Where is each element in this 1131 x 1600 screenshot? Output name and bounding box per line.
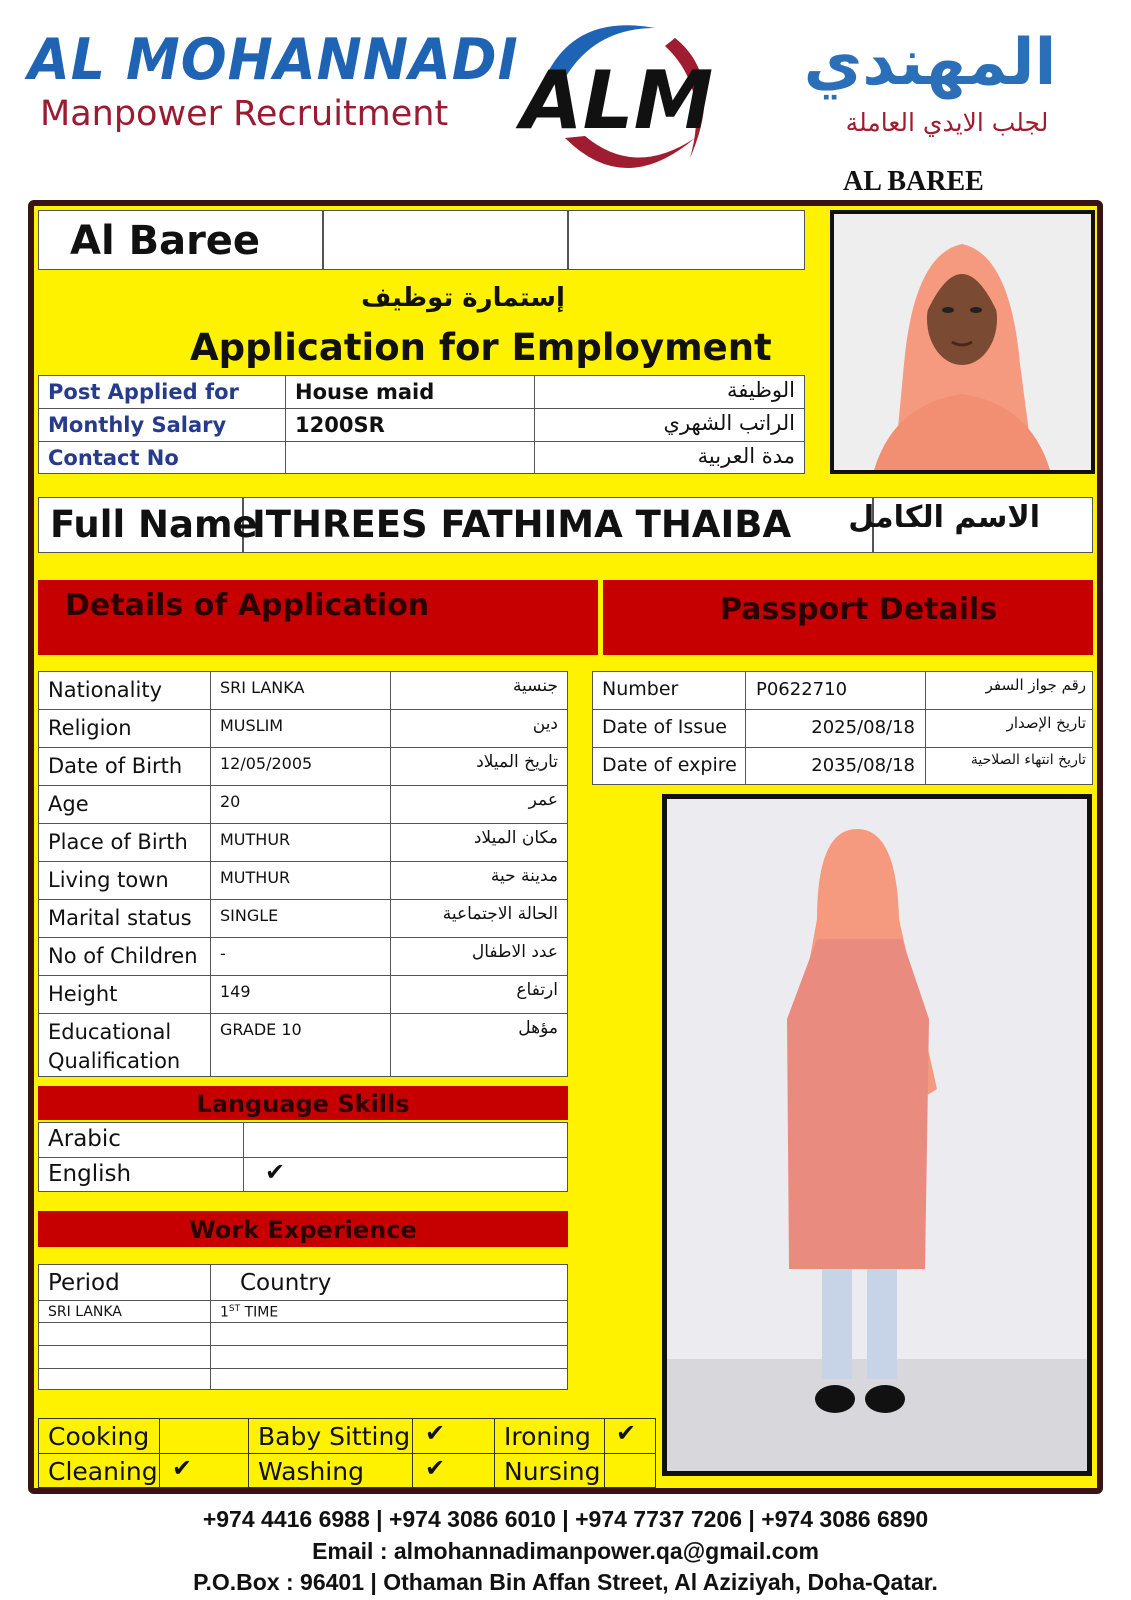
language-arabic-label: Arabic: [48, 1126, 121, 1152]
passport-title: Passport Details: [720, 592, 998, 627]
monthly-salary-value: 1200SR: [295, 413, 385, 437]
brand-mark-text: ALM: [520, 54, 714, 147]
age-label: Age: [48, 792, 89, 816]
skill-cooking-label: Cooking: [48, 1422, 150, 1451]
post-applied-label: Post Applied for: [48, 380, 239, 404]
post-applied-value: House maid: [295, 380, 435, 404]
dob-value: 12/05/2005: [220, 754, 313, 773]
language-title: Language Skills: [196, 1090, 410, 1118]
religion-value: MUSLIM: [220, 716, 284, 735]
age-label-ar: عمر: [528, 790, 558, 810]
skill-washing-label: Washing: [258, 1457, 364, 1486]
expire-date-label: Date of expire: [602, 754, 737, 776]
full-name-label: Full Name: [50, 503, 258, 546]
branch-label: AL BAREE: [843, 166, 984, 197]
skill-nursing-label: Nursing: [504, 1457, 601, 1486]
brand-tagline-en: Manpower Recruitment: [40, 94, 449, 134]
portrait-image-icon: [834, 214, 1091, 470]
alm-logo-icon: [505, 18, 730, 188]
passport-number-label: Number: [602, 678, 679, 700]
monthly-salary-label: Monthly Salary: [48, 413, 227, 437]
full-body-photo: [662, 794, 1092, 1476]
dob-label: Date of Birth: [48, 754, 183, 778]
issue-date-label-ar: تاريخ الإصدار: [1006, 714, 1086, 732]
form-title-ar: إستمارة توظيف: [361, 283, 565, 313]
height-label: Height: [48, 982, 118, 1006]
age-value: 20: [220, 792, 241, 811]
work-period-header: Period: [48, 1270, 120, 1296]
issue-date-value: 2025/08/18: [811, 717, 915, 738]
full-body-image-icon: [667, 799, 1087, 1471]
children-label: No of Children: [48, 944, 198, 968]
education-value: GRADE 10: [220, 1020, 302, 1039]
monthly-salary-label-ar: الراتب الشهري: [663, 411, 795, 435]
work-title: Work Experience: [189, 1216, 417, 1244]
work-country-header: Country: [240, 1270, 332, 1296]
religion-label: Religion: [48, 716, 132, 740]
education-label-ar: مؤهل: [518, 1018, 558, 1038]
place-of-birth-label-ar: مكان الميلاد: [473, 828, 558, 848]
passport-number-value: P0622710: [756, 679, 848, 700]
marital-status-label-ar: الحالة الاجتماعية: [442, 904, 558, 924]
skill-ironing-check: ✔: [616, 1419, 637, 1447]
skill-cleaning-check: ✔: [172, 1454, 193, 1482]
language-english-check: ✔: [265, 1158, 286, 1186]
portrait-photo: [830, 210, 1095, 474]
footer-address: P.O.Box : 96401 | Othaman Bin Affan Street, Al Aziziyah, Doha-Qatar.: [193, 1569, 938, 1595]
marital-status-label: Marital status: [48, 906, 192, 930]
place-of-birth-label: Place of Birth: [48, 830, 188, 854]
living-town-label-ar: مدينة حية: [490, 866, 558, 886]
skill-cleaning-label: Cleaning: [48, 1457, 158, 1486]
footer-email: Email : almohannadimanpower.qa@gmail.com: [312, 1538, 819, 1564]
brand-name-en: AL MOHANNADI: [28, 26, 519, 93]
expire-date-value: 2035/08/18: [811, 755, 915, 776]
form-title: Application for Employment: [190, 326, 772, 369]
living-town-value: MUTHUR: [220, 868, 291, 887]
blank-cell: [568, 210, 805, 270]
full-name-value: ITHREES FATHIMA THAIBA: [252, 503, 792, 546]
passport-number-label-ar: رقم جواز السفر: [985, 676, 1086, 694]
full-name-label-ar: الاسم الكامل: [848, 500, 1040, 535]
contact-no-label: Contact No: [48, 446, 179, 470]
children-label-ar: عدد الاطفال: [471, 942, 558, 962]
brand-name-ar: المهندي: [803, 26, 1057, 100]
nationality-value: SRI LANKA: [220, 678, 305, 697]
skill-ironing-label: Ironing: [504, 1422, 591, 1451]
expire-date-label-ar: تاريخ انتهاء الصلاحية: [970, 752, 1086, 768]
education-label-line1: Educational: [48, 1020, 172, 1044]
language-english-label: English: [48, 1161, 132, 1187]
post-applied-label-ar: الوظيفة: [726, 378, 795, 402]
work-row-period: SRI LANKA: [48, 1304, 122, 1320]
height-label-ar: ارتفاع: [516, 980, 558, 1000]
details-title: Details of Application: [65, 588, 430, 623]
skill-babysitting-label: Baby Sitting: [258, 1422, 411, 1451]
work-row-country: 1ST TIME: [220, 1304, 279, 1321]
nationality-label-ar: جنسية: [512, 676, 558, 696]
skill-washing-check: ✔: [425, 1454, 446, 1482]
issue-date-label: Date of Issue: [602, 716, 727, 738]
contact-no-label-ar: مدة العربية: [697, 444, 795, 468]
height-value: 149: [220, 982, 251, 1001]
living-town-label: Living town: [48, 868, 169, 892]
place-of-birth-value: MUTHUR: [220, 830, 291, 849]
footer-phones: +974 4416 6988 | +974 3086 6010 | +974 7737 7206 | +974 3086 6890: [202, 1506, 929, 1532]
dob-label-ar: تاريخ الميلاد: [476, 752, 558, 772]
form-branch-name: Al Baree: [70, 218, 261, 264]
children-value: -: [220, 944, 226, 963]
religion-label-ar: دين: [532, 714, 558, 734]
marital-status-value: SINGLE: [220, 906, 279, 925]
brand-tagline-ar: لجلب الايدي العاملة: [845, 108, 1049, 137]
education-label-line2: Qualification: [48, 1049, 181, 1073]
nationality-label: Nationality: [48, 678, 163, 702]
skill-babysitting-check: ✔: [425, 1419, 446, 1447]
blank-cell: [323, 210, 568, 270]
